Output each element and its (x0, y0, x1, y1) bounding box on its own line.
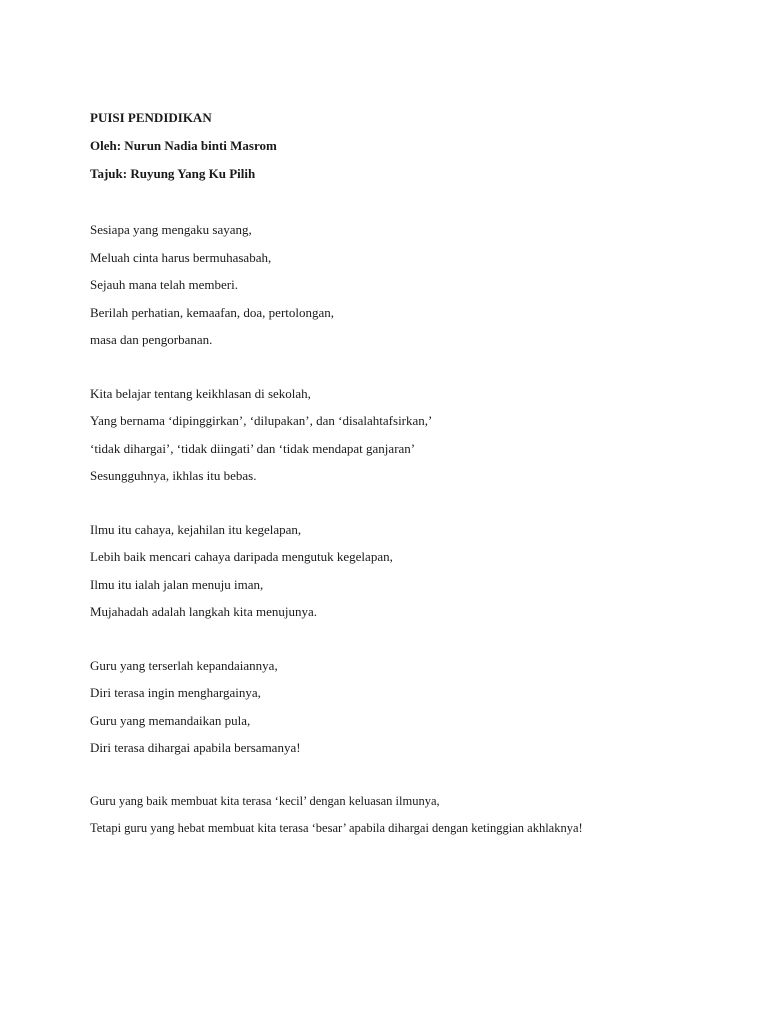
poem-document (90, 104, 750, 843)
verse-line: Tetapi guru yang hebat membuat kita terasa ‘besar’ apabila dihargai dengan ketinggian akhlaknya! (90, 821, 583, 835)
stanza-1 (90, 216, 750, 354)
verse-line: Sejauh mana telah memberi. (90, 277, 239, 292)
verse-line: Guru yang terserlah kepandaiannya, (90, 657, 278, 673)
verse-line: Berilah perhatian, kemaafan, doa, pertolongan, (90, 304, 335, 320)
verse-line: Meluah cinta harus bermuhasabah, (90, 249, 272, 265)
author-line: Oleh: Nurun Nadia binti Masrom (90, 138, 277, 153)
verse-line: ‘tidak dihargai’, ‘tidak diingati’ dan ‘tidak mendapat ganjaran’ (90, 440, 416, 456)
verse-line: Diri terasa dihargai apabila bersamanya! (90, 740, 301, 755)
verse-line: Kita belajar tentang keikhlasan di sekolah, (90, 385, 311, 401)
topic-line: Tajuk: Ruyung Yang Ku Pilih (90, 166, 256, 181)
document-title: PUISI PENDIDIKAN (90, 110, 212, 125)
verse-line: Ilmu itu ialah jalan menuju iman, (90, 576, 264, 592)
verse-line: Lebih baik mencari cahaya daripada mengutuk kegelapan, (90, 549, 393, 564)
stanza-5 (90, 788, 750, 843)
verse-line: Diri terasa ingin menghargainya, (90, 685, 261, 700)
stanza-2 (90, 380, 750, 490)
verse-line: Guru yang memandaikan pula, (90, 712, 251, 728)
verse-line: Mujahadah adalah langkah kita menujunya. (90, 604, 318, 619)
verse-line: Yang bernama ‘dipinggirkan’, ‘dilupakan’, dan ‘disalahtafsirkan,’ (90, 413, 433, 428)
verse-line: masa dan pengorbanan. (90, 332, 213, 347)
verse-line: Ilmu itu cahaya, kejahilan itu kegelapan, (90, 521, 302, 537)
verse-line: Guru yang baik membuat kita terasa ‘kecil’ dengan keluasan ilmunya, (90, 793, 440, 808)
stanza-4 (90, 652, 750, 762)
verse-line: Sesungguhnya, ikhlas itu bebas. (90, 468, 257, 483)
verse-line: Sesiapa yang mengaku sayang, (90, 222, 252, 237)
stanza-3 (90, 516, 750, 626)
